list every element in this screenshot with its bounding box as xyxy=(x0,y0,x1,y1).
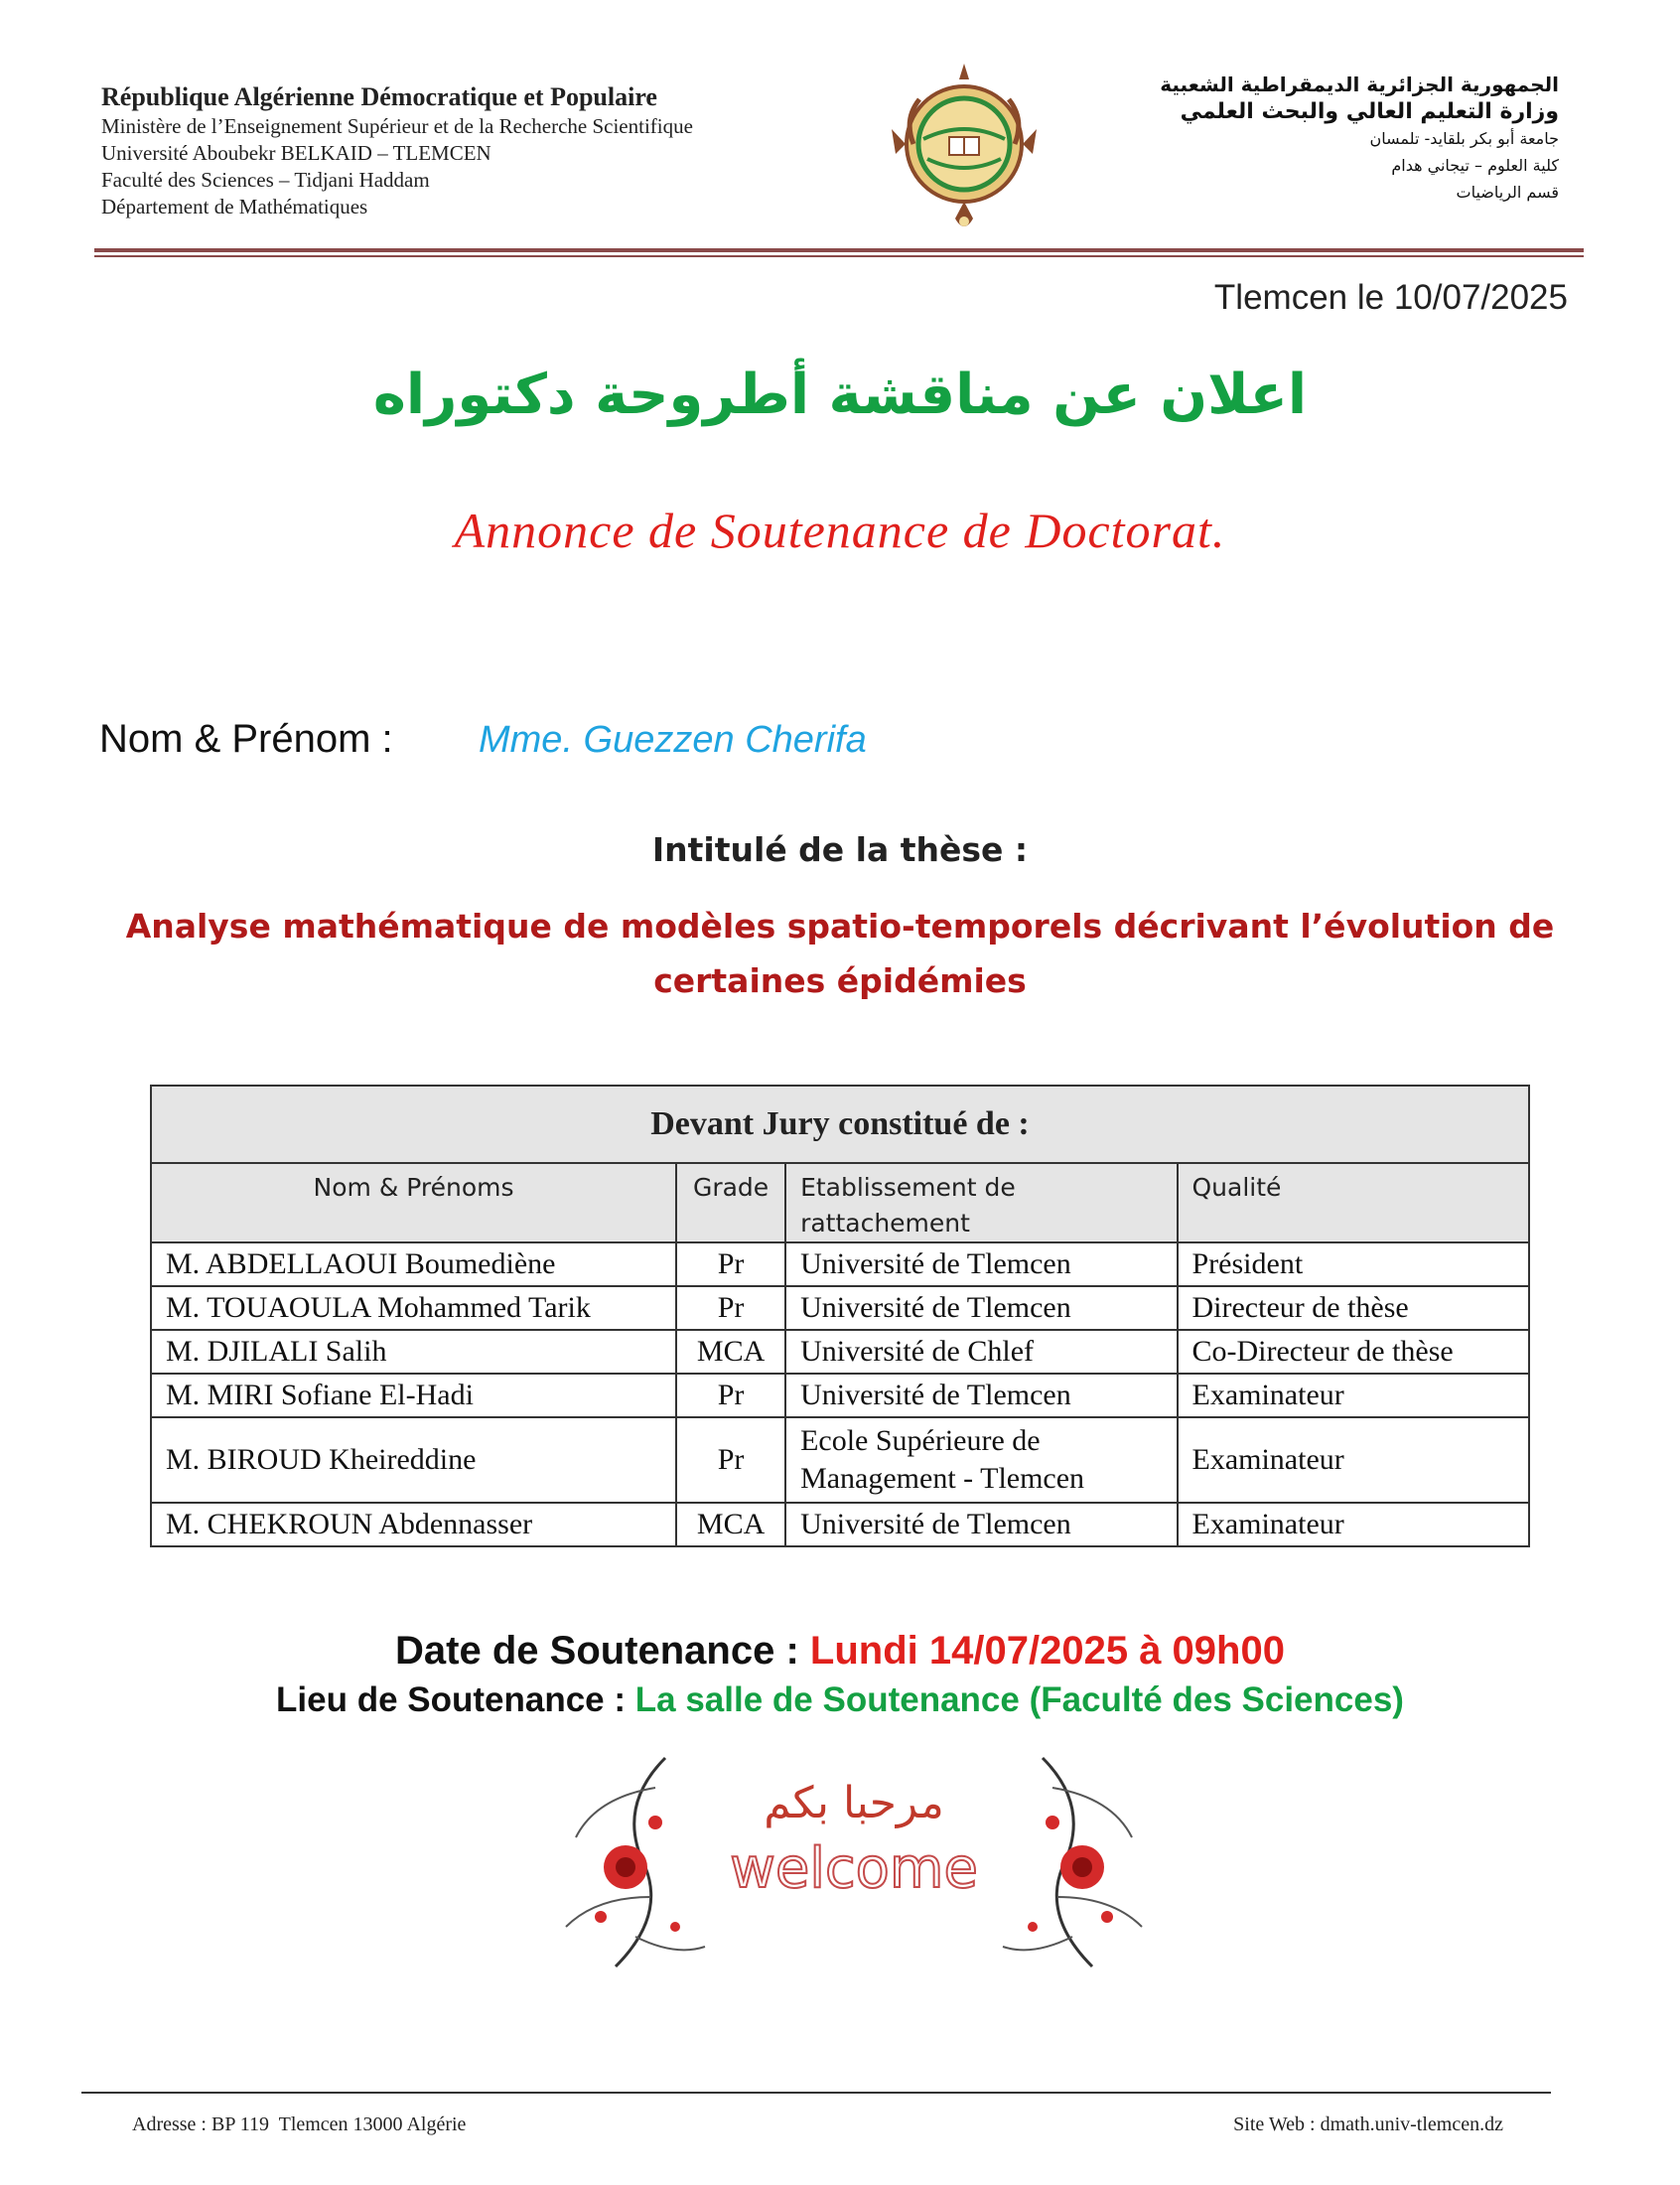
jury-member-qualite: Examinateur xyxy=(1178,1374,1530,1417)
header-divider xyxy=(94,248,1584,252)
republic-name: République Algérienne Démocratique et Populaire xyxy=(101,82,657,111)
column-header-grade: Grade xyxy=(676,1163,785,1242)
jury-member-grade: MCA xyxy=(676,1503,785,1546)
jury-member-qualite: Directeur de thèse xyxy=(1178,1286,1530,1330)
jury-member-etablissement: Université de Tlemcen xyxy=(785,1503,1177,1546)
jury-member-etablissement: Université de Tlemcen xyxy=(785,1242,1177,1286)
defense-place-value: La salle de Soutenance (Faculté des Sciences) xyxy=(634,1680,1404,1719)
candidate-label: Nom & Prénom : xyxy=(99,717,393,761)
welcome-decoration-image xyxy=(556,1728,1152,1996)
table-row xyxy=(151,1503,1529,1546)
thesis-label: Intitulé de la thèse : xyxy=(651,830,1029,869)
university-name-arabic: جامعة أبو بكر بلقايد- تلمسان xyxy=(1369,129,1559,148)
ministry-name: Ministère de l’Enseignement Supérieur et de la Recherche Scientifique xyxy=(101,114,693,138)
document-date: Tlemcen le 10/07/2025 xyxy=(1213,278,1568,317)
header-right-block xyxy=(1142,72,1559,206)
column-header-qualite: Qualité xyxy=(1178,1163,1530,1242)
jury-member-etablissement: Université de Chlef xyxy=(785,1330,1177,1374)
announcement-title-arabic: اعلان عن مناقشة أطروحة دكتوراه xyxy=(372,363,1308,427)
jury-caption: Devant Jury constitué de : xyxy=(151,1086,1529,1163)
table-row xyxy=(151,1242,1529,1286)
header-left-block xyxy=(101,81,856,220)
left-flower-ornament xyxy=(566,1758,705,1966)
welcome-english-text: welcome xyxy=(730,1836,978,1901)
jury-member-grade: Pr xyxy=(676,1374,785,1417)
right-flower-ornament xyxy=(1003,1758,1142,1966)
announcement-title-french: Annonce de Soutenance de Doctorat. xyxy=(454,503,1226,558)
jury-member-grade: Pr xyxy=(676,1417,785,1503)
table-row xyxy=(151,1286,1529,1330)
jury-member-qualite: Examinateur xyxy=(1178,1503,1530,1546)
footer-divider xyxy=(81,2092,1551,2094)
jury-member-qualite: Examinateur xyxy=(1178,1417,1530,1503)
jury-member-etablissement: Ecole Supérieure de Management - Tlemcen xyxy=(785,1417,1177,1503)
table-row xyxy=(151,1417,1529,1503)
column-header-etablissement: Etablissement de rattachement xyxy=(785,1163,1177,1242)
faculty-name-arabic: كلية العلوم – تيجاني هدام xyxy=(1391,156,1559,175)
jury-member-name: M. MIRI Sofiane El-Hadi xyxy=(151,1374,676,1417)
jury-member-grade: MCA xyxy=(676,1330,785,1374)
jury-table xyxy=(150,1085,1530,1547)
jury-member-qualite: Président xyxy=(1178,1242,1530,1286)
defense-date-line xyxy=(0,1629,1680,1674)
footer-website: Site Web : dmath.univ-tlemcen.dz xyxy=(1233,2113,1503,2135)
ministry-name-arabic: وزارة التعليم العالي والبحث العلمي xyxy=(1180,99,1559,124)
header-divider-thin xyxy=(94,255,1584,257)
defense-place-line xyxy=(0,1680,1680,1720)
defense-place-label: Lieu de Soutenance : xyxy=(276,1680,627,1719)
jury-member-grade: Pr xyxy=(676,1286,785,1330)
jury-member-name: M. ABDELLAOUI Boumediène xyxy=(151,1242,676,1286)
jury-member-name: M. TOUAOULA Mohammed Tarik xyxy=(151,1286,676,1330)
jury-member-etablissement: Université de Tlemcen xyxy=(785,1286,1177,1330)
jury-member-name: M. DJILALI Salih xyxy=(151,1330,676,1374)
faculty-name: Faculté des Sciences – Tidjani Haddam xyxy=(101,168,430,192)
university-name: Université Aboubekr BELKAID – TLEMCEN xyxy=(101,141,491,165)
defense-date-label: Date de Soutenance : xyxy=(395,1629,799,1673)
table-row xyxy=(151,1330,1529,1374)
welcome-arabic-text: مرحبا بكم xyxy=(764,1778,944,1828)
footer-address: Adresse : BP 119 Tlemcen 13000 Algérie xyxy=(132,2113,467,2135)
jury-member-name: M. BIROUD Kheireddine xyxy=(151,1417,676,1503)
column-header-name: Nom & Prénoms xyxy=(151,1163,676,1242)
thesis-title: Analyse mathématique de modèles spatio-temporels décrivant l’évolution de certaines épidémies xyxy=(125,907,1555,1000)
table-row xyxy=(151,1374,1529,1417)
defense-date-value: Lundi 14/07/2025 à 09h00 xyxy=(809,1629,1285,1673)
jury-member-grade: Pr xyxy=(676,1242,785,1286)
jury-member-etablissement: Université de Tlemcen xyxy=(785,1374,1177,1417)
university-seal-logo xyxy=(884,60,1045,236)
jury-member-qualite: Co-Directeur de thèse xyxy=(1178,1330,1530,1374)
department-name: Département de Mathématiques xyxy=(101,195,368,218)
jury-member-name: M. CHEKROUN Abdennasser xyxy=(151,1503,676,1546)
candidate-name: Mme. Guezzen Cherifa xyxy=(479,719,867,761)
department-name-arabic: قسم الرياضيات xyxy=(1456,183,1559,202)
jury-header-row xyxy=(151,1163,1529,1242)
republic-name-arabic: الجمهورية الجزائرية الديمقراطية الشعبية xyxy=(1160,73,1559,96)
